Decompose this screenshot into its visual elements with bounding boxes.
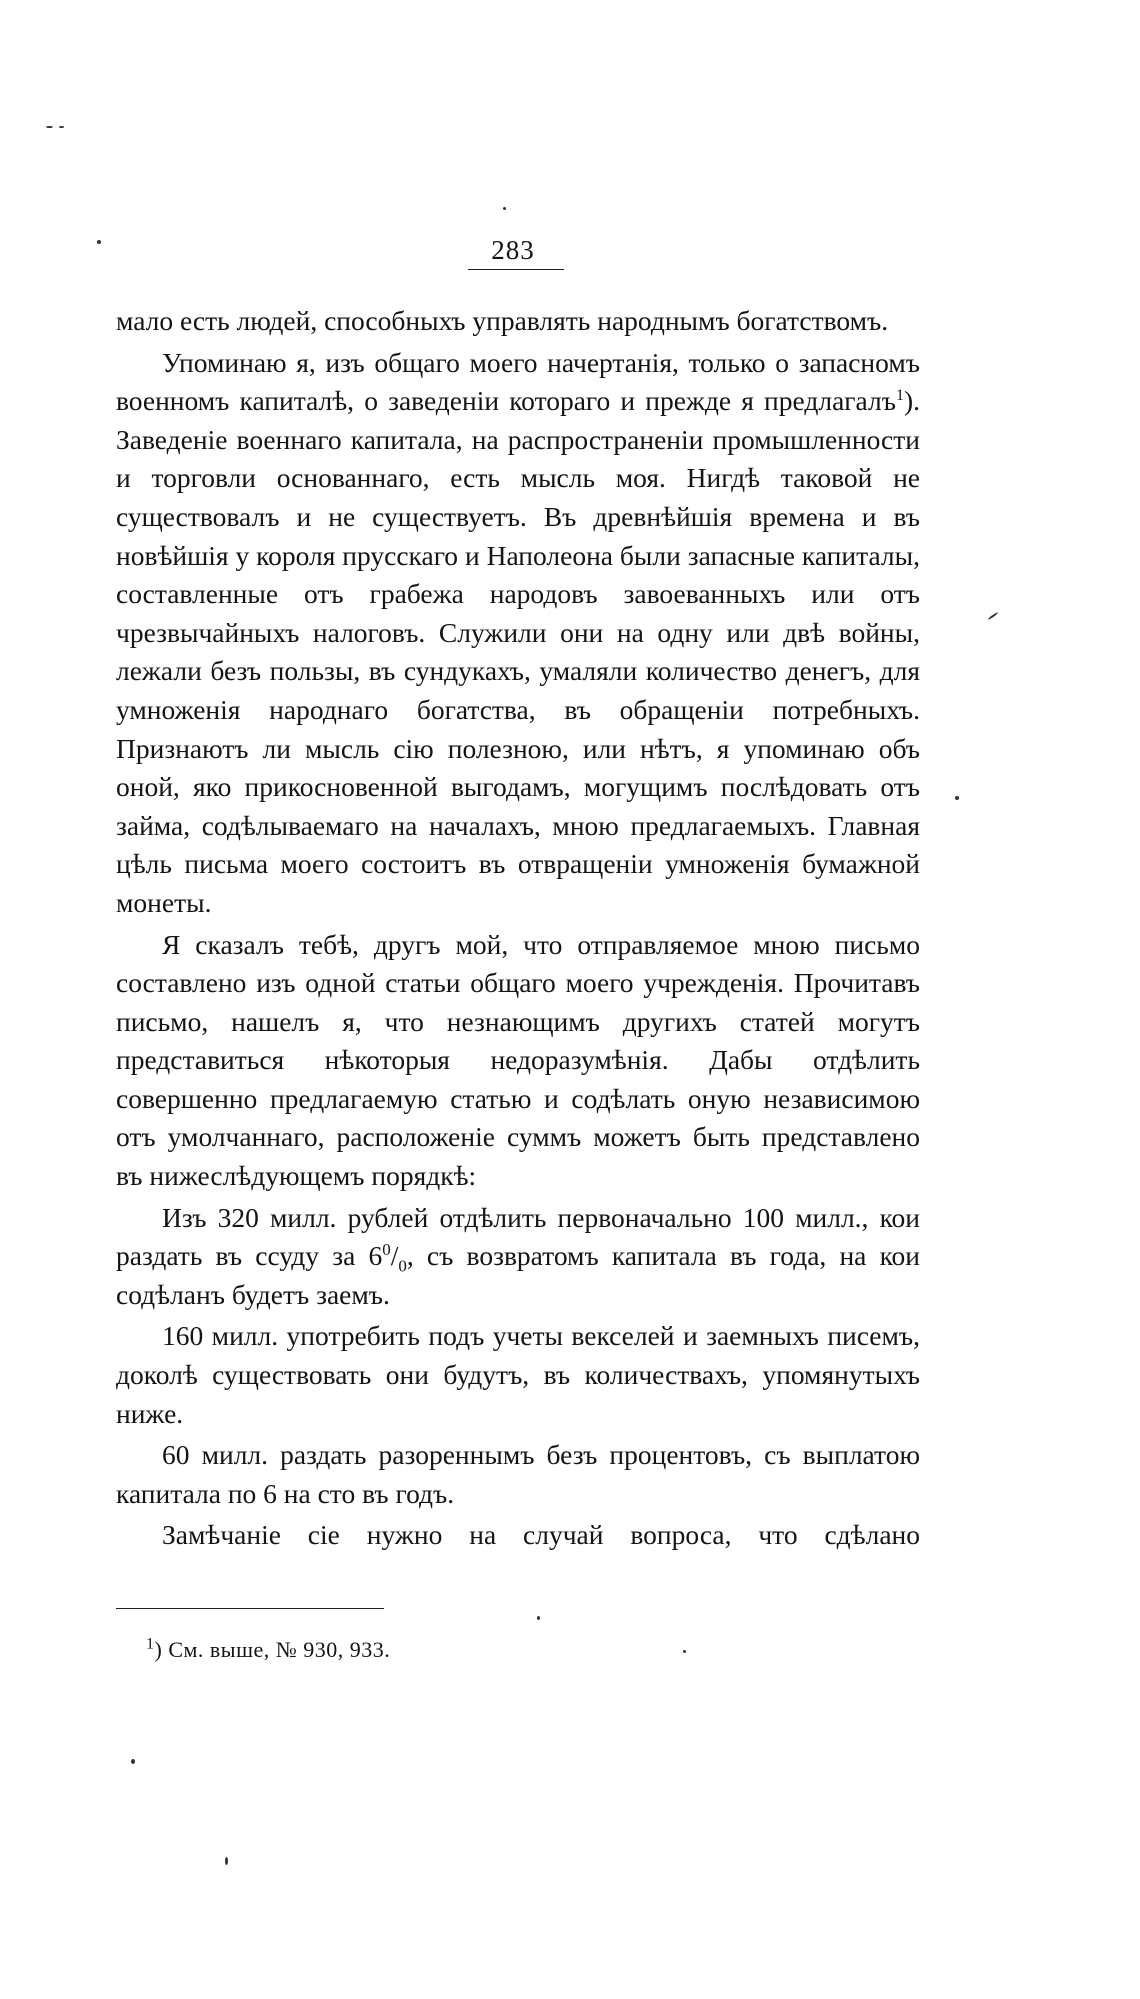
paragraph-text: , съ возвратомъ капитала въ года, на кои содѣланъ будетъ заемъ.	[116, 1240, 921, 1310]
footnote-mark: 1	[146, 1635, 155, 1653]
scan-speck	[225, 1857, 228, 1865]
scan-speck	[537, 1616, 540, 1620]
page-number: 283	[491, 235, 535, 265]
footnote-rule	[116, 1608, 384, 1609]
paragraph-text: 160 милл. употребить подъ учеты векселей и заемныхъ писемъ, доколѣ существовать они будутъ, въ количествахъ, упомянутыхъ ниже.	[116, 1320, 920, 1429]
paragraph-5	[116, 1317, 920, 1433]
scan-speck	[988, 612, 999, 621]
page-number-rule	[468, 269, 564, 270]
scan-speck	[46, 126, 53, 128]
paragraph-text: Замѣчаніе сіе нужно на случай вопроса, что сдѣлано	[162, 1519, 920, 1551]
body-text	[116, 302, 920, 1555]
scan-speck	[97, 240, 101, 244]
percent-sign-slash: /	[390, 1240, 399, 1272]
paragraph-3	[116, 926, 920, 1196]
footnote-reference[interactable]: 1	[895, 387, 904, 405]
paragraph-2	[116, 344, 920, 923]
paragraph-text: мало есть людей, способныхъ управлять народнымъ богатствомъ.	[116, 305, 889, 336]
footnote	[146, 1636, 390, 1664]
scan-speck	[683, 1650, 686, 1653]
scan-speck	[955, 796, 959, 800]
paragraph-6	[116, 1436, 920, 1513]
scan-speck	[59, 126, 64, 128]
paragraph-text: Я сказалъ тебѣ, другъ мой, что отправляемое мною письмо составлено изъ одной статьи общаго моего учрежденія. Прочитавъ письмо, нашелъ я, что незнающимъ другихъ статей могутъ представиться нѣкоторыя недоразумѣнія. Дабы отдѣлить совершенно предлагаемую статью и содѣлать оную независимою отъ умолчаннаго, расположеніе суммъ можетъ быть представлено въ нижеслѣдующемъ порядкѣ:	[116, 928, 920, 1192]
paragraph-7	[116, 1516, 920, 1555]
paragraph-text: 60 милл. раздать разореннымъ безъ процентовъ, съ выплатою капитала по 6 на сто въ годъ.	[116, 1439, 920, 1509]
percent-sign-top: 0	[382, 1240, 391, 1260]
paragraph-text: Изъ 320 милл. рублей отдѣлить первоначально 100 милл., кои раздать въ ссуду за 6	[116, 1201, 920, 1272]
paragraph-4	[116, 1199, 920, 1315]
paragraph-text: Упоминаю я, изъ общаго моего начертанія, только о запасномъ военномъ капиталѣ, о заведеніи котораго и прежде я предлагалъ	[116, 346, 920, 417]
footnote-text: ) См. выше, № 930, 933.	[154, 1637, 391, 1662]
percent-sign-bottom: 0	[398, 1256, 407, 1276]
scan-speck	[503, 207, 506, 210]
paragraph-1	[116, 302, 920, 341]
scan-speck	[131, 1759, 135, 1764]
paragraph-text: ). Заведеніе военнаго капитала, на распространеніи промышленности и торговли основаннаго, есть мысль моя. Нигдѣ таковой не существовалъ и не существуетъ. Въ древнѣйшія времена и въ новѣйшія у короля прусскаго и Наполеона были запасные капиталы, составленные отъ грабежа народовъ завоеванныхъ или отъ чрезвычайныхъ налоговъ. Служили они на одну или двѣ войны, лежали безъ пользы, въ сундукахъ, умаляли количество денегъ, для умноженія народнаго богатства, въ обращеніи потребныхъ. Признаютъ ли мысль сію полезною, или нѣтъ, я упоминаю объ оной, яко прикосновенной выгодамъ, могущимъ послѣдовать отъ займа, содѣлываемаго на началахъ, мною предлагаемыхъ. Главная цѣль письма моего состоитъ въ отвращеніи умноженія бумажной монеты.	[116, 385, 920, 918]
